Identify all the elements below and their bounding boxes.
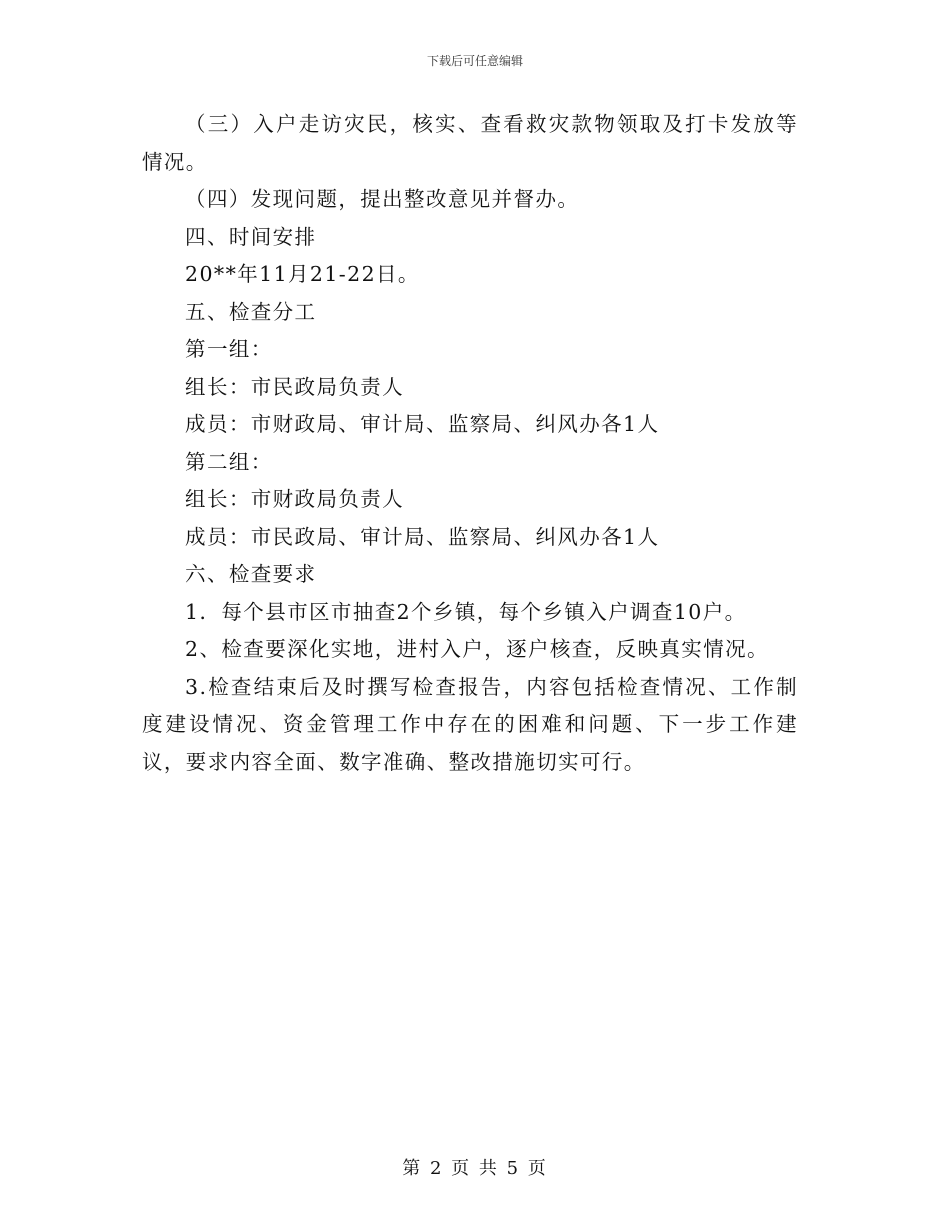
page-header: 下载后可任意编辑 (426, 54, 523, 68)
group-two-title: 第二组： (185, 449, 273, 474)
group-two-leader: 组长：市财政局负责人 (185, 487, 405, 511)
paragraph-item-3: （三）入户走访灾民，核实、查看救灾款物领取及打卡发放等情况。 (142, 112, 798, 174)
document-body (142, 106, 798, 781)
requirement-1: 1．每个县市区市抽查2个乡镇，每个乡镇入户调查10户。 (185, 599, 747, 624)
requirement-2: 2、检查要深化实地，进村入户，逐户核查，反映真实情况。 (185, 637, 769, 661)
group-two-members: 成员：市民政局、审计局、监察局、纠风办各1人 (185, 524, 660, 549)
section-heading-schedule: 四、时间安排 (185, 224, 317, 249)
paragraph-item-4: （四）发现问题，提出整改意见并督办。 (185, 187, 580, 211)
group-one-members: 成员：市财政局、审计局、监察局、纠风办各1人 (185, 412, 660, 436)
group-one-leader: 组长：市民政局负责人 (185, 374, 405, 399)
section-heading-division: 五、检查分工 (185, 299, 317, 324)
group-one-title: 第一组： (185, 337, 273, 361)
page-number: 第 2 页 共 5 页 (402, 1158, 548, 1179)
schedule-date: 20**年11月21-22日。 (185, 262, 420, 286)
requirement-3: 3.检查结束后及时撰写检查报告，内容包括检查情况、工作制度建设情况、资金管理工作中存在的困难和问题、下一步工作建议，要求内容全面、数字准确、整改措施切实可行。 (142, 674, 798, 774)
section-heading-requirements: 六、检查要求 (185, 562, 317, 586)
